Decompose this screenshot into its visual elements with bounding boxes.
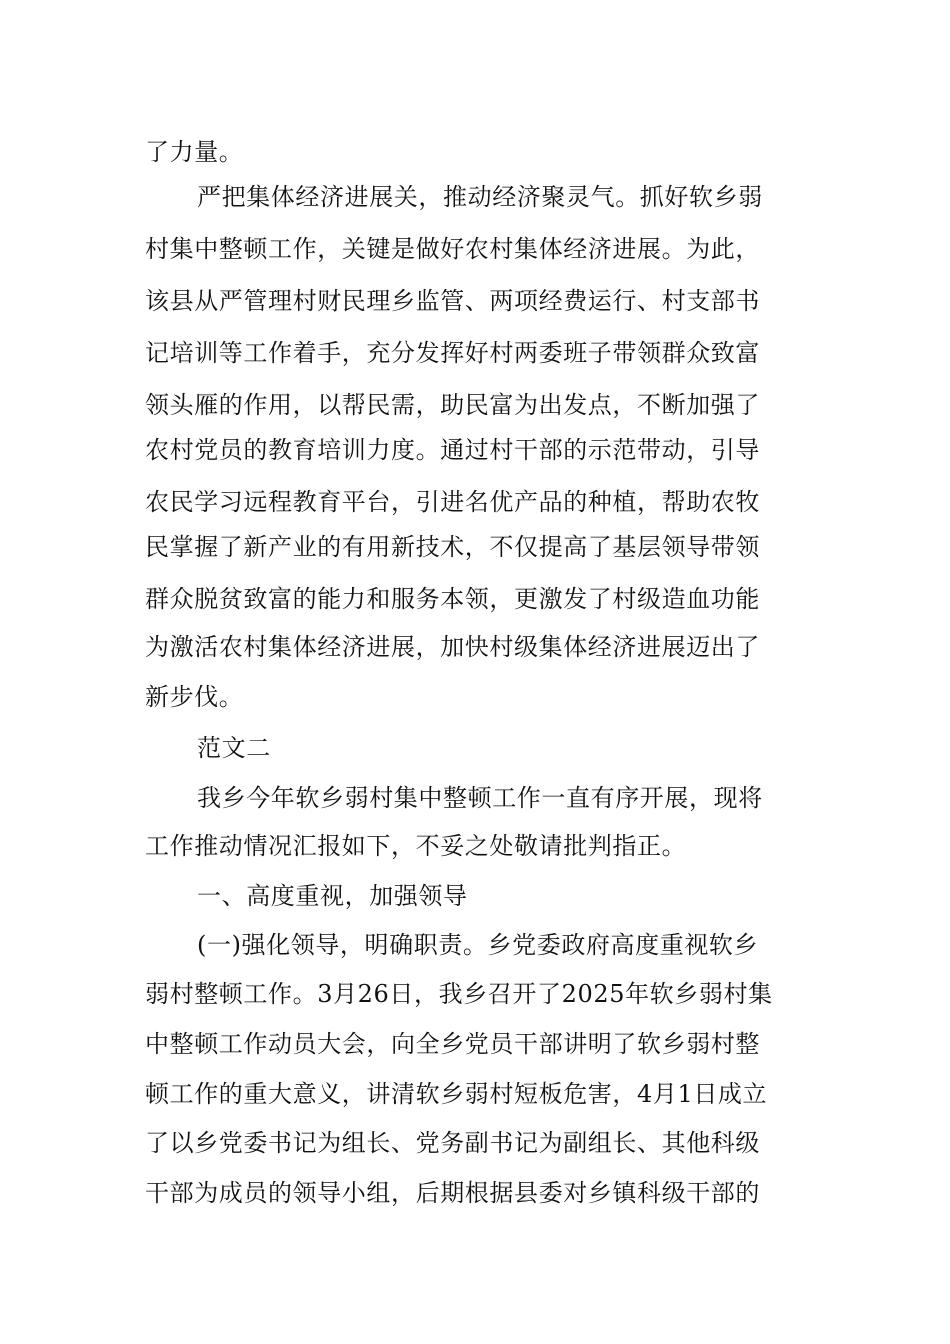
paragraph-start-line: 严把集体经济进展关，推动经济聚灵气。抓好软乡弱	[197, 183, 763, 211]
text-line-15: 工作推动情况汇报如下，不妥之处敬请批判指正。	[145, 832, 687, 860]
text-line-10: 群众脱贫致富的能力和服务本领，更激发了村级造血功能	[145, 585, 760, 613]
text-line-12: 新步伐。	[145, 683, 244, 711]
text-line-9: 民掌握了新产业的有用新技术，不仅提高了基层领导带领	[145, 533, 760, 561]
section-heading-1: 一、高度重视，加强领导	[197, 882, 468, 910]
text-line-18: 弱村整顿工作。3月26日，我乡召开了2025年软乡弱村集	[145, 980, 773, 1008]
text-line-6: 领头雁的作用，以帮民需，助民富为出发点，不断加强了	[145, 391, 760, 419]
text-line-19: 中整顿工作动员大会，向全乡党员干部讲明了软乡弱村整	[145, 1030, 760, 1058]
paragraph-start-line: 我乡今年软乡弱村集中整顿工作一直有序开展，现将	[197, 784, 763, 812]
section-heading-fanwen-2: 范文二	[197, 734, 271, 762]
text-line-7: 农村党员的教育培训力度。通过村干部的示范带动，引导	[145, 436, 760, 464]
text-line-20: 顿工作的重大意义，讲清软乡弱村短板危害，4月1日成立	[145, 1080, 768, 1108]
text-line-22: 干部为成员的领导小组，后期根据县委对乡镇科级干部的	[145, 1179, 760, 1207]
text-line-3: 村集中整顿工作，关键是做好农村集体经济进展。为此，	[145, 235, 760, 263]
text-line-5: 记培训等工作着手，充分发挥好村两委班子带领群众致富	[145, 339, 760, 367]
subsection-start-line: (一)强化领导，明确职责。乡党委政府高度重视软乡	[197, 931, 759, 959]
text-line-11: 为激活农村集体经济进展，加快村级集体经济进展迈出了	[145, 633, 760, 661]
text-line-4: 该县从严管理村财民理乡监管、两项经费运行、村支部书	[145, 287, 760, 315]
text-line-8: 农民学习远程教育平台，引进名优产品的种植，帮助农牧	[145, 488, 760, 516]
text-line-1: 了力量。	[145, 138, 244, 166]
text-line-21: 了以乡党委书记为组长、党务副书记为副组长、其他科级	[145, 1129, 760, 1157]
